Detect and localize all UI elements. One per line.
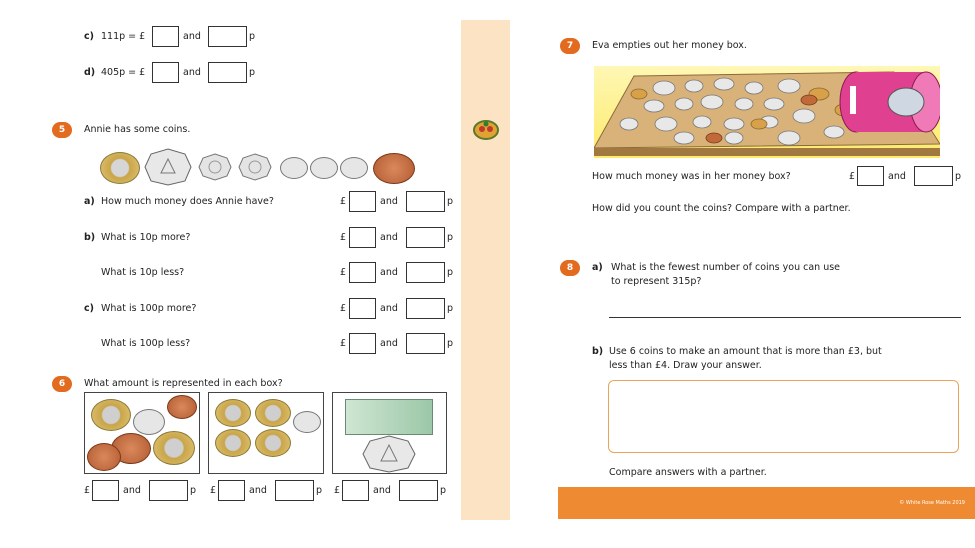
q7-question-2: How did you count the coins? Compare with a partner. (592, 203, 851, 214)
q6-2-pounds-box[interactable] (218, 480, 245, 501)
q5a-pence-box[interactable] (406, 191, 445, 212)
q5b1-and: and (380, 232, 398, 243)
q5a-pound: £ (340, 196, 347, 207)
page-spine (461, 20, 510, 520)
five-pound-note (345, 399, 433, 435)
two-pound-coin (91, 399, 131, 431)
q5c2-pound: £ (340, 338, 347, 349)
fifty-pence-coin (361, 435, 417, 473)
q5c2-text: What is 100p less? (101, 338, 191, 349)
pound-coin (215, 399, 251, 427)
character-icon (472, 118, 500, 140)
ten-pence-coin (293, 411, 321, 433)
q7-pence-box[interactable] (914, 166, 953, 186)
q4d-pounds-box[interactable] (152, 62, 179, 83)
q5b2-and: and (380, 267, 398, 278)
q5a-text: How much money does Annie have? (101, 196, 274, 207)
q5a-p: p (447, 196, 454, 207)
coin-box-2 (208, 392, 324, 474)
q4c-p: p (249, 31, 256, 42)
q5b2-text: What is 10p less? (101, 267, 185, 278)
ten-pence-coin (133, 409, 165, 435)
pound-coin (100, 152, 140, 184)
page-footer (558, 487, 975, 519)
q5b2-pound: £ (340, 267, 347, 278)
two-pence-coin (87, 443, 121, 471)
fifty-pence-coin (144, 148, 192, 186)
q5b1-pounds-box[interactable] (349, 227, 376, 248)
copyright-text: © White Rose Maths 2019 (899, 500, 965, 506)
q8a-answer-line[interactable] (609, 317, 961, 318)
q4d-and: and (183, 67, 201, 78)
q5b2-pence-box[interactable] (406, 262, 445, 283)
ten-pence-coin (280, 157, 308, 179)
q5c1-and: and (380, 303, 398, 314)
q5c1-pounds-box[interactable] (349, 298, 376, 319)
coins-tray-image (594, 66, 940, 158)
q7-question-1: How much money was in her money box? (592, 171, 791, 182)
q4d-p: p (249, 67, 256, 78)
q4c-letter: c) (84, 31, 94, 42)
q8a-line2: to represent 315p? (611, 276, 702, 287)
q5c-letter: c) (84, 303, 94, 314)
q5c1-pence-box[interactable] (406, 298, 445, 319)
q7-p: p (955, 171, 962, 182)
q4d-letter: d) (84, 67, 96, 78)
q5b2-pounds-box[interactable] (349, 262, 376, 283)
q8b-letter: b) (592, 346, 604, 357)
q4c-and: and (183, 31, 201, 42)
q8-badge: 8 (560, 260, 580, 276)
q6-3-p: p (440, 485, 447, 496)
q5b2-p: p (447, 267, 454, 278)
q6-2-pound: £ (210, 485, 217, 496)
q6-1-and: and (123, 485, 141, 496)
q7-pound: £ (849, 171, 856, 182)
q7-prompt: Eva empties out her money box. (592, 40, 747, 51)
q5c2-pence-box[interactable] (406, 333, 445, 354)
q6-badge: 6 (52, 376, 72, 392)
q6-3-pounds-box[interactable] (342, 480, 369, 501)
q5a-and: and (380, 196, 398, 207)
q5-prompt: Annie has some coins. (84, 124, 191, 135)
pound-coin (255, 429, 291, 457)
q6-2-pence-box[interactable] (275, 480, 314, 501)
q5b1-pound: £ (340, 232, 347, 243)
coin-box-1 (84, 392, 200, 474)
twenty-pence-coin (198, 153, 232, 181)
two-pence-coin (373, 153, 415, 184)
q6-2-and: and (249, 485, 267, 496)
pound-coin (215, 429, 251, 457)
q5b1-text: What is 10p more? (101, 232, 191, 243)
q5a-pounds-box[interactable] (349, 191, 376, 212)
q8-compare: Compare answers with a partner. (609, 467, 767, 478)
q7-badge: 7 (560, 38, 580, 54)
q6-1-pounds-box[interactable] (92, 480, 119, 501)
q7-pounds-box[interactable] (857, 166, 884, 186)
q5-badge: 5 (52, 122, 72, 138)
q5c1-pound: £ (340, 303, 347, 314)
q4d-pence-box[interactable] (208, 62, 247, 83)
q5b-letter: b) (84, 232, 96, 243)
q4c-pounds-box[interactable] (152, 26, 179, 47)
q6-2-p: p (316, 485, 323, 496)
q5c1-p: p (447, 303, 454, 314)
twenty-pence-coin (238, 153, 272, 181)
ten-pence-coin (340, 157, 368, 179)
q8b-line1: Use 6 coins to make an amount that is more than £3, but (609, 346, 882, 357)
q8a-line1: What is the fewest number of coins you can use (611, 262, 841, 273)
two-pound-coin (153, 431, 195, 465)
q6-1-pound: £ (84, 485, 91, 496)
money-box-illustration (594, 66, 940, 158)
q5a-letter: a) (84, 196, 95, 207)
q6-3-pence-box[interactable] (399, 480, 438, 501)
two-pence-coin (167, 395, 197, 419)
q7-and: and (888, 171, 906, 182)
q4d-text: 405p = £ (101, 67, 146, 78)
ten-pence-coin (310, 157, 338, 179)
q6-1-p: p (190, 485, 197, 496)
q5c1-text: What is 100p more? (101, 303, 197, 314)
q5b1-pence-box[interactable] (406, 227, 445, 248)
q5c2-p: p (447, 338, 454, 349)
q6-prompt: What amount is represented in each box? (84, 378, 283, 389)
pound-coin (255, 399, 291, 427)
q6-3-pound: £ (334, 485, 341, 496)
q5b1-p: p (447, 232, 454, 243)
q4c-pence-box[interactable] (208, 26, 247, 47)
q8b-answer-box[interactable] (608, 380, 959, 453)
money-box-3 (332, 392, 447, 474)
q4c-text: 111p = £ (101, 31, 146, 42)
q8b-line2: less than £4. Draw your answer. (609, 360, 762, 371)
q6-1-pence-box[interactable] (149, 480, 188, 501)
q5c2-pounds-box[interactable] (349, 333, 376, 354)
q6-3-and: and (373, 485, 391, 496)
q5c2-and: and (380, 338, 398, 349)
q8a-letter: a) (592, 262, 603, 273)
